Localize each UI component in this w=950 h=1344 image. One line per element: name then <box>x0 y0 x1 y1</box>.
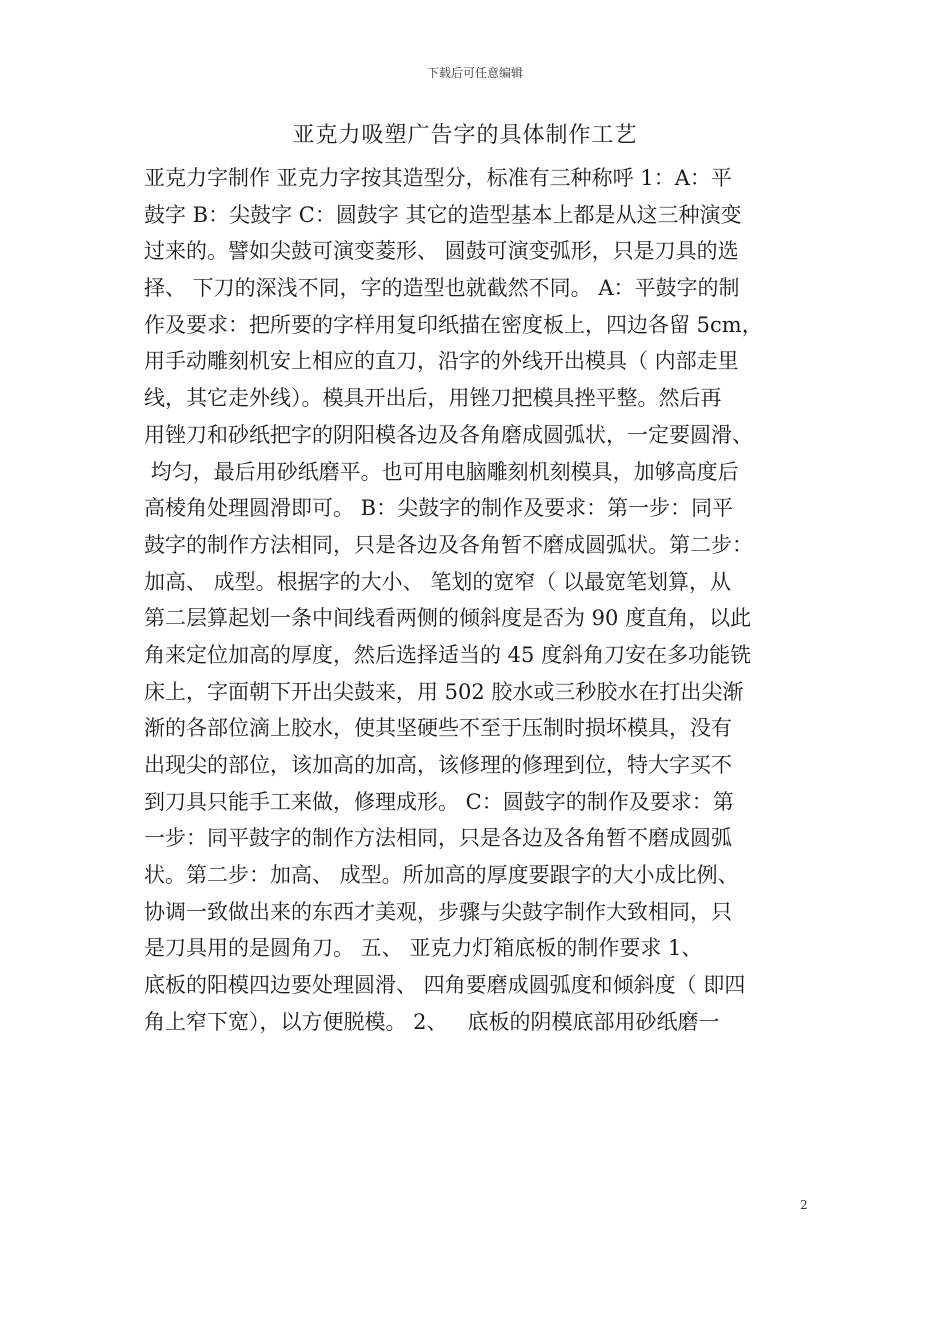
text-line: 用手动雕刻机安上相应的直刀，沿字的外线开出模具（ 内部走里 <box>144 349 739 374</box>
text-line: 线，其它走外线）。模具开出后，用锉刀把模具挫平整。然后再 <box>144 386 722 411</box>
document-title: 亚克力吸塑广告字的具体制作工艺 <box>292 123 638 148</box>
text-line: 角上窄下宽），以方便脱模。 2、 底板的阴模底部用砂纸磨一 <box>144 1009 720 1034</box>
text-line: 出现尖的部位，该加高的加高，该修理的修理到位，特大字买不 <box>144 753 732 777</box>
text-line: 是刀具用的是圆角刀。 五、 亚克力灯箱底板的制作要求 1、 <box>144 936 703 961</box>
body-text <box>144 160 814 1041</box>
page-number: 2 <box>800 1198 808 1212</box>
text-line: 作及要求：把所要的字样用复印纸描在密度板上，四边各留 5cm， <box>144 312 763 337</box>
text-line: 角来定位加高的厚度，然后选择适当的 45 度斜角刀安在多功能铣 <box>144 642 752 667</box>
text-line: 鼓字 B：尖鼓字 C：圆鼓字 其它的造型基本上都是从这三种演变 <box>144 202 742 227</box>
text-line: 择、 下刀的深浅不同，字的造型也就截然不同。 A：平鼓字的制 <box>144 276 740 301</box>
text-line: 协调一致做出来的东西才美观，步骤与尖鼓字制作大致相同，只 <box>144 899 732 924</box>
text-line: 到刀具只能手工来做，修理成形。 C：圆鼓字的制作及要求：第 <box>144 789 734 814</box>
text-line: 状。第二步：加高、 成型。所加高的厚度要跟字的大小成比例、 <box>144 863 739 888</box>
text-line: 鼓字的制作方法相同，只是各边及各角暂不磨成圆弧状。第二步： <box>144 532 753 557</box>
text-line: 床上，字面朝下开出尖鼓来，用 502 胶水或三秒胶水在打出尖渐 <box>144 679 744 704</box>
text-line: 底板的阳模四边要处理圆滑、 四角要磨成圆弧度和倾斜度（ 即四 <box>144 973 746 998</box>
text-line: 用锉刀和砂纸把字的阴阳模各边及各角磨成圆弧状，一定要圆滑、 <box>144 422 753 447</box>
text-line: 一步：同平鼓字的制作方法相同，只是各边及各角暂不磨成圆弧 <box>144 826 732 851</box>
text-line: 过来的。譬如尖鼓可演变菱形、 圆鼓可演变弧形，只是刀具的选 <box>144 239 739 264</box>
text-line: 渐的各部位滴上胶水，使其坚硬些不至于压制时损坏模具，没有 <box>144 716 732 741</box>
text-line: 均匀，最后用砂纸磨平。也可用电脑雕刻机刻模具，加够高度后 <box>144 459 739 484</box>
text-line: 高棱角处理圆滑即可。 B：尖鼓字的制作及要求：第一步：同平 <box>144 496 734 521</box>
header-note: 下载后可任意编辑 <box>426 66 523 80</box>
text-line: 加高、 成型。根据字的大小、 笔划的宽窄（ 以最宽笔划算，从 <box>144 569 732 594</box>
text-line: 亚克力字制作 亚克力字按其造型分，标准有三种称呼 1：A：平 <box>144 166 732 190</box>
text-line: 第二层算起划一条中间线看两侧的倾斜度是否为 90 度直角，以此 <box>144 606 752 631</box>
